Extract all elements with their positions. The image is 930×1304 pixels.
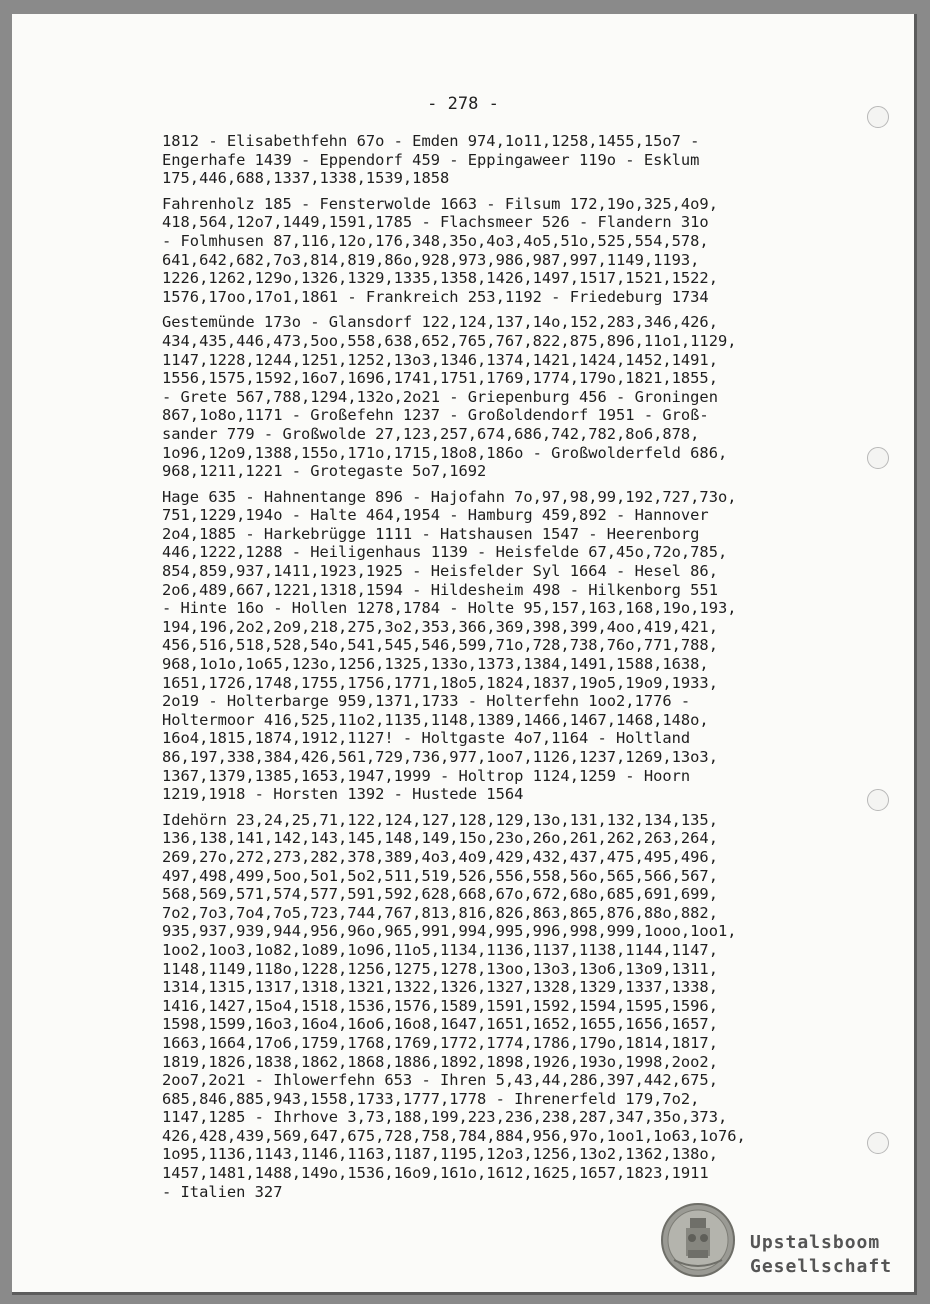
index-paragraph-g: Gestemünde 173o - Glansdorf 122,124,137,14o,152,283,346,426, 434,435,446,473,5oo,558,638,652,765,767,822,875,896,11o1,1129, 1147,1228,1244,1251,1252,13o3,1346,1374,1421,1424,1452,1491, 1556,1575,1592,16o7,1696,1741,1751,1769,1774,179o,1821,1855, - Grete 567,788,1294,132o,2o21 - Griepenburg 456 - Groningen 867,1o8o,1171 - Großefehn 1237 - Großoldendorf 1951 - Groß- sander 779 - Großwolde 27,123,257,674,686,742,782,8o6,878, 1o96,12o9,1388,155o,171o,1715,18o8,186o - Großwolderfeld 686, 968,1211,1221 - Grotegaste 5o7,1692 bbox=[162, 313, 737, 481]
logo-text-line1: Upstalsboom bbox=[750, 1232, 881, 1253]
punch-hole bbox=[867, 447, 889, 469]
punch-hole bbox=[867, 1132, 889, 1154]
punch-hole bbox=[867, 106, 889, 128]
document-page bbox=[12, 14, 917, 1295]
seal-icon bbox=[660, 1202, 736, 1278]
index-content bbox=[162, 132, 862, 1208]
punch-hole bbox=[867, 789, 889, 811]
logo-text-line2: Gesellschaft bbox=[750, 1256, 893, 1277]
society-logo bbox=[660, 1202, 920, 1286]
page-number: - 278 - bbox=[427, 94, 499, 114]
index-paragraph-i: Idehörn 23,24,25,71,122,124,127,128,129,13o,131,132,134,135, 136,138,141,142,143,145,148,149,15o,23o,26o,261,262,263,264, 269,27o,272,273,282,378,389,4o3,4o9,429,432,437,475,495,496, 497,498,499,5oo,5o1,5o2,511,519,526,556,558,56o,565,566,567, 568,569,571,574,577,591,592,628,668,67o,672,68o,685,691,699, 7o2,7o3,7o4,7o5,723,744,767,813,816,826,863,865,876,88o,882, 935,937,939,944,956,96o,965,991,994,995,996,998,999,1ooo,1oo1, 1oo2,1oo3,1o82,1o89,1o96,11o5,1134,1136,1137,1138,1144,1147, 1148,1149,118o,1228,1256,1275,1278,13oo,13o3,13o6,13o9,1311, 1314,1315,1317,1318,1321,1322,1326,1327,1328,1329,1337,1338, 1416,1427,15o4,1518,1536,1576,1589,1591,1592,1594,1595,1596, 1598,1599,16o3,16o4,16o6,16o8,1647,1651,1652,1655,1656,1657, 1663,1664,17o6,1759,1768,1769,1772,1774,1786,179o,1814,1817, 1819,1826,1838,1862,1868,1886,1892,1898,1926,193o,1998,2oo2, 2oo7,2o21 - Ihlowerfehn 653 - Ihren 5,43,44,286,397,442,675, 685,846,885,943,1558,1733,1777,1778 - Ihrenerfeld 179,7o2, 1147,1285 - Ihrhove 3,73,188,199,223,236,238,287,347,35o,373, 426,428,439,569,647,675,728,758,784,884,956,97o,1oo1,1o63,1o76, 1o95,1136,1143,1146,1163,1187,1195,12o3,1256,13o2,1362,138o, 1457,1481,1488,149o,1536,16o9,161o,1612,1625,1657,1823,1911 - Italien 327 bbox=[162, 810, 746, 1201]
index-paragraph-f: Fahrenholz 185 - Fensterwolde 1663 - Filsum 172,19o,325,4o9, 418,564,12o7,1449,1591,1785 - Flachsmeer 526 - Flandern 31o - Folmhusen 87,116,12o,176,348,35o,4o3,4o5,51o,525,554,578, 641,642,682,7o3,814,819,86o,928,973,986,987,997,1149,1193, 1226,1262,129o,1326,1329,1335,1358,1426,1497,1517,1521,1522, 1576,17oo,17o1,1861 - Frankreich 253,1192 - Friedeburg 1734 bbox=[162, 194, 718, 306]
index-paragraph-e: 1812 - Elisabethfehn 67o - Emden 974,1o11,1258,1455,15o7 - Engerhafe 1439 - Eppendorf 459 - Eppingaweer 119o - Esklum 175,446,688,1337,1338,1539,1858 bbox=[162, 132, 700, 188]
index-paragraph-h: Hage 635 - Hahnentange 896 - Hajofahn 7o,97,98,99,192,727,73o, 751,1229,194o - Halte 464,1954 - Hamburg 459,892 - Hannover 2o4,1885 - Harkebrügge 1111 - Hatshausen 1547 - Heerenborg 446,1222,1288 - Heiligenhaus 1139 - Heisfelde 67,45o,72o,785, 854,859,937,1411,1923,1925 - Heisfelder Syl 1664 - Hesel 86, 2o6,489,667,1221,1318,1594 - Hildesheim 498 - Hilkenborg 551 - Hinte 16o - Hollen 1278,1784 - Holte 95,157,163,168,19o,193, 194,196,2o2,2o9,218,275,3o2,353,366,369,398,399,4oo,419,421, 456,516,518,528,54o,541,545,546,599,71o,728,738,76o,771,788, 968,1o1o,1o65,123o,1256,1325,133o,1373,1384,1491,1588,1638, 1651,1726,1748,1755,1756,1771,18o5,1824,1837,19o5,19o9,1933, 2o19 - Holterbarge 959,1371,1733 - Holterfehn 1oo2,1776 - Holtermoor 416,525,11o2,1135,1148,1389,1466,1467,1468,148o, 16o4,1815,1874,1912,1127! - Holtgaste 4o7,1164 - Holtland 86,197,338,384,426,561,729,736,977,1oo7,1126,1237,1269,13o3, 1367,1379,1385,1653,1947,1999 - Holtrop 1124,1259 - Hoorn 1219,1918 - Horsten 1392 - Hustede 1564 bbox=[162, 487, 737, 804]
